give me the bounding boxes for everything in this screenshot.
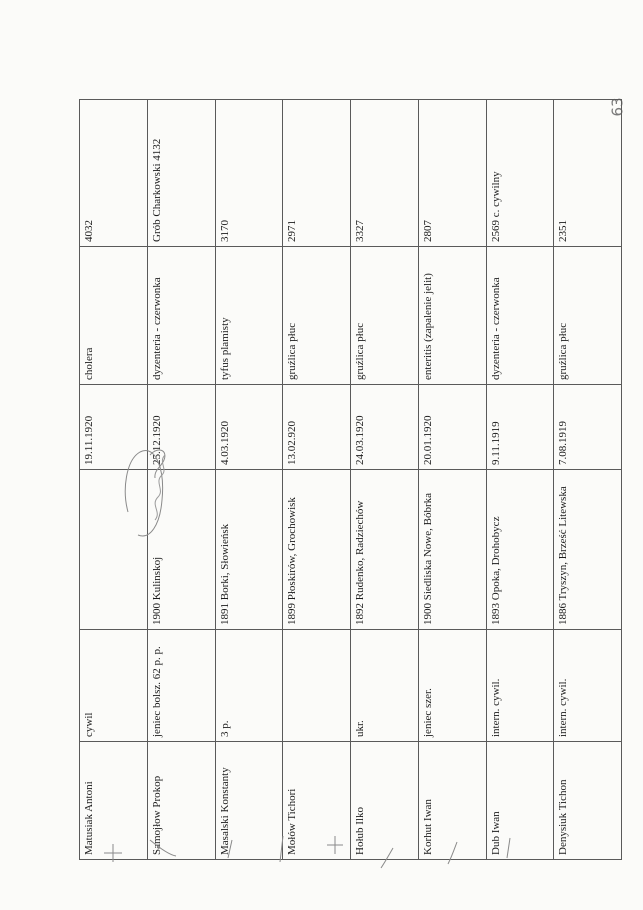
cell-cause: dyzenteria - czerwonka — [486, 247, 554, 385]
cell-death-date: 20.01.1920 — [418, 385, 486, 470]
table-row — [351, 100, 419, 860]
table-row — [418, 100, 486, 860]
cell-death-date: 25.12.1920 — [147, 385, 215, 470]
cell-status: jeniec szer. — [418, 630, 486, 742]
cell-birth: 1886 Tryszyn, Brześć Litewska — [554, 470, 622, 630]
cell-name: Hołub Ilko — [351, 742, 419, 860]
cell-status: cywil — [80, 630, 148, 742]
cell-name: Mołów Tichori — [283, 742, 351, 860]
cell-name: Samojłow Prokop — [147, 742, 215, 860]
table-row — [147, 100, 215, 860]
cell-death-date: 19.11.1920 — [80, 385, 148, 470]
cell-name: Denysiuk Tichon — [554, 742, 622, 860]
page-number: 63 — [608, 97, 627, 117]
cell-status: intern. cywil. — [486, 630, 554, 742]
cell-birth: 1900 Kulinskoj — [147, 470, 215, 630]
cell-death-date: 9.11.1919 — [486, 385, 554, 470]
cell-status: 3 p. — [215, 630, 283, 742]
cell-status — [283, 630, 351, 742]
cell-status: ukr. — [351, 630, 419, 742]
cell-grave: 3327 — [351, 100, 419, 247]
cell-grave: 2807 — [418, 100, 486, 247]
cell-death-date: 13.02.920 — [283, 385, 351, 470]
cell-death-date: 4.03.1920 — [215, 385, 283, 470]
cell-birth: 1899 Płoskirów, Grochowisk — [283, 470, 351, 630]
cell-cause: gruźlica płuc — [554, 247, 622, 385]
cell-cause: cholera — [80, 247, 148, 385]
cell-cause: gruźlica płuc — [283, 247, 351, 385]
cell-name: Matusiak Antoni — [80, 742, 148, 860]
cell-name: Masalski Konstanty — [215, 742, 283, 860]
cell-grave: 2351 — [554, 100, 622, 247]
burial-register-table — [79, 100, 622, 860]
cell-birth: 1891 Borki, Słowieńsk — [215, 470, 283, 630]
cell-cause: dyzenteria - czerwonka — [147, 247, 215, 385]
cell-status: jeniec bolsz. 62 p. p. — [147, 630, 215, 742]
cell-grave: 4032 — [80, 100, 148, 247]
cell-death-date: 7.08.1919 — [554, 385, 622, 470]
cell-birth: 1892 Rudenko, Radziechów — [351, 470, 419, 630]
cell-grave: Grób Charkowski 4132 — [147, 100, 215, 247]
table-row — [215, 100, 283, 860]
cell-status: intern. cywil. — [554, 630, 622, 742]
cell-name: Dub Iwan — [486, 742, 554, 860]
table-row — [80, 100, 148, 860]
cell-birth: 1900 Siedliska Nowe, Bóbrka — [418, 470, 486, 630]
cell-birth — [80, 470, 148, 630]
cell-cause: tyfus plamisty — [215, 247, 283, 385]
table-row — [554, 100, 622, 860]
cell-grave: 3170 — [215, 100, 283, 247]
cell-grave: 2971 — [283, 100, 351, 247]
cell-birth: 1893 Opoka, Drohobycz — [486, 470, 554, 630]
cell-cause: enteritis (zapalenie jelit) — [418, 247, 486, 385]
cell-death-date: 24.03.1920 — [351, 385, 419, 470]
table-row — [283, 100, 351, 860]
cell-cause: gruźlica płuc — [351, 247, 419, 385]
cell-name: Korhut Iwan — [418, 742, 486, 860]
table-row — [486, 100, 554, 860]
cell-grave: 2569 c. cywilny — [486, 100, 554, 247]
